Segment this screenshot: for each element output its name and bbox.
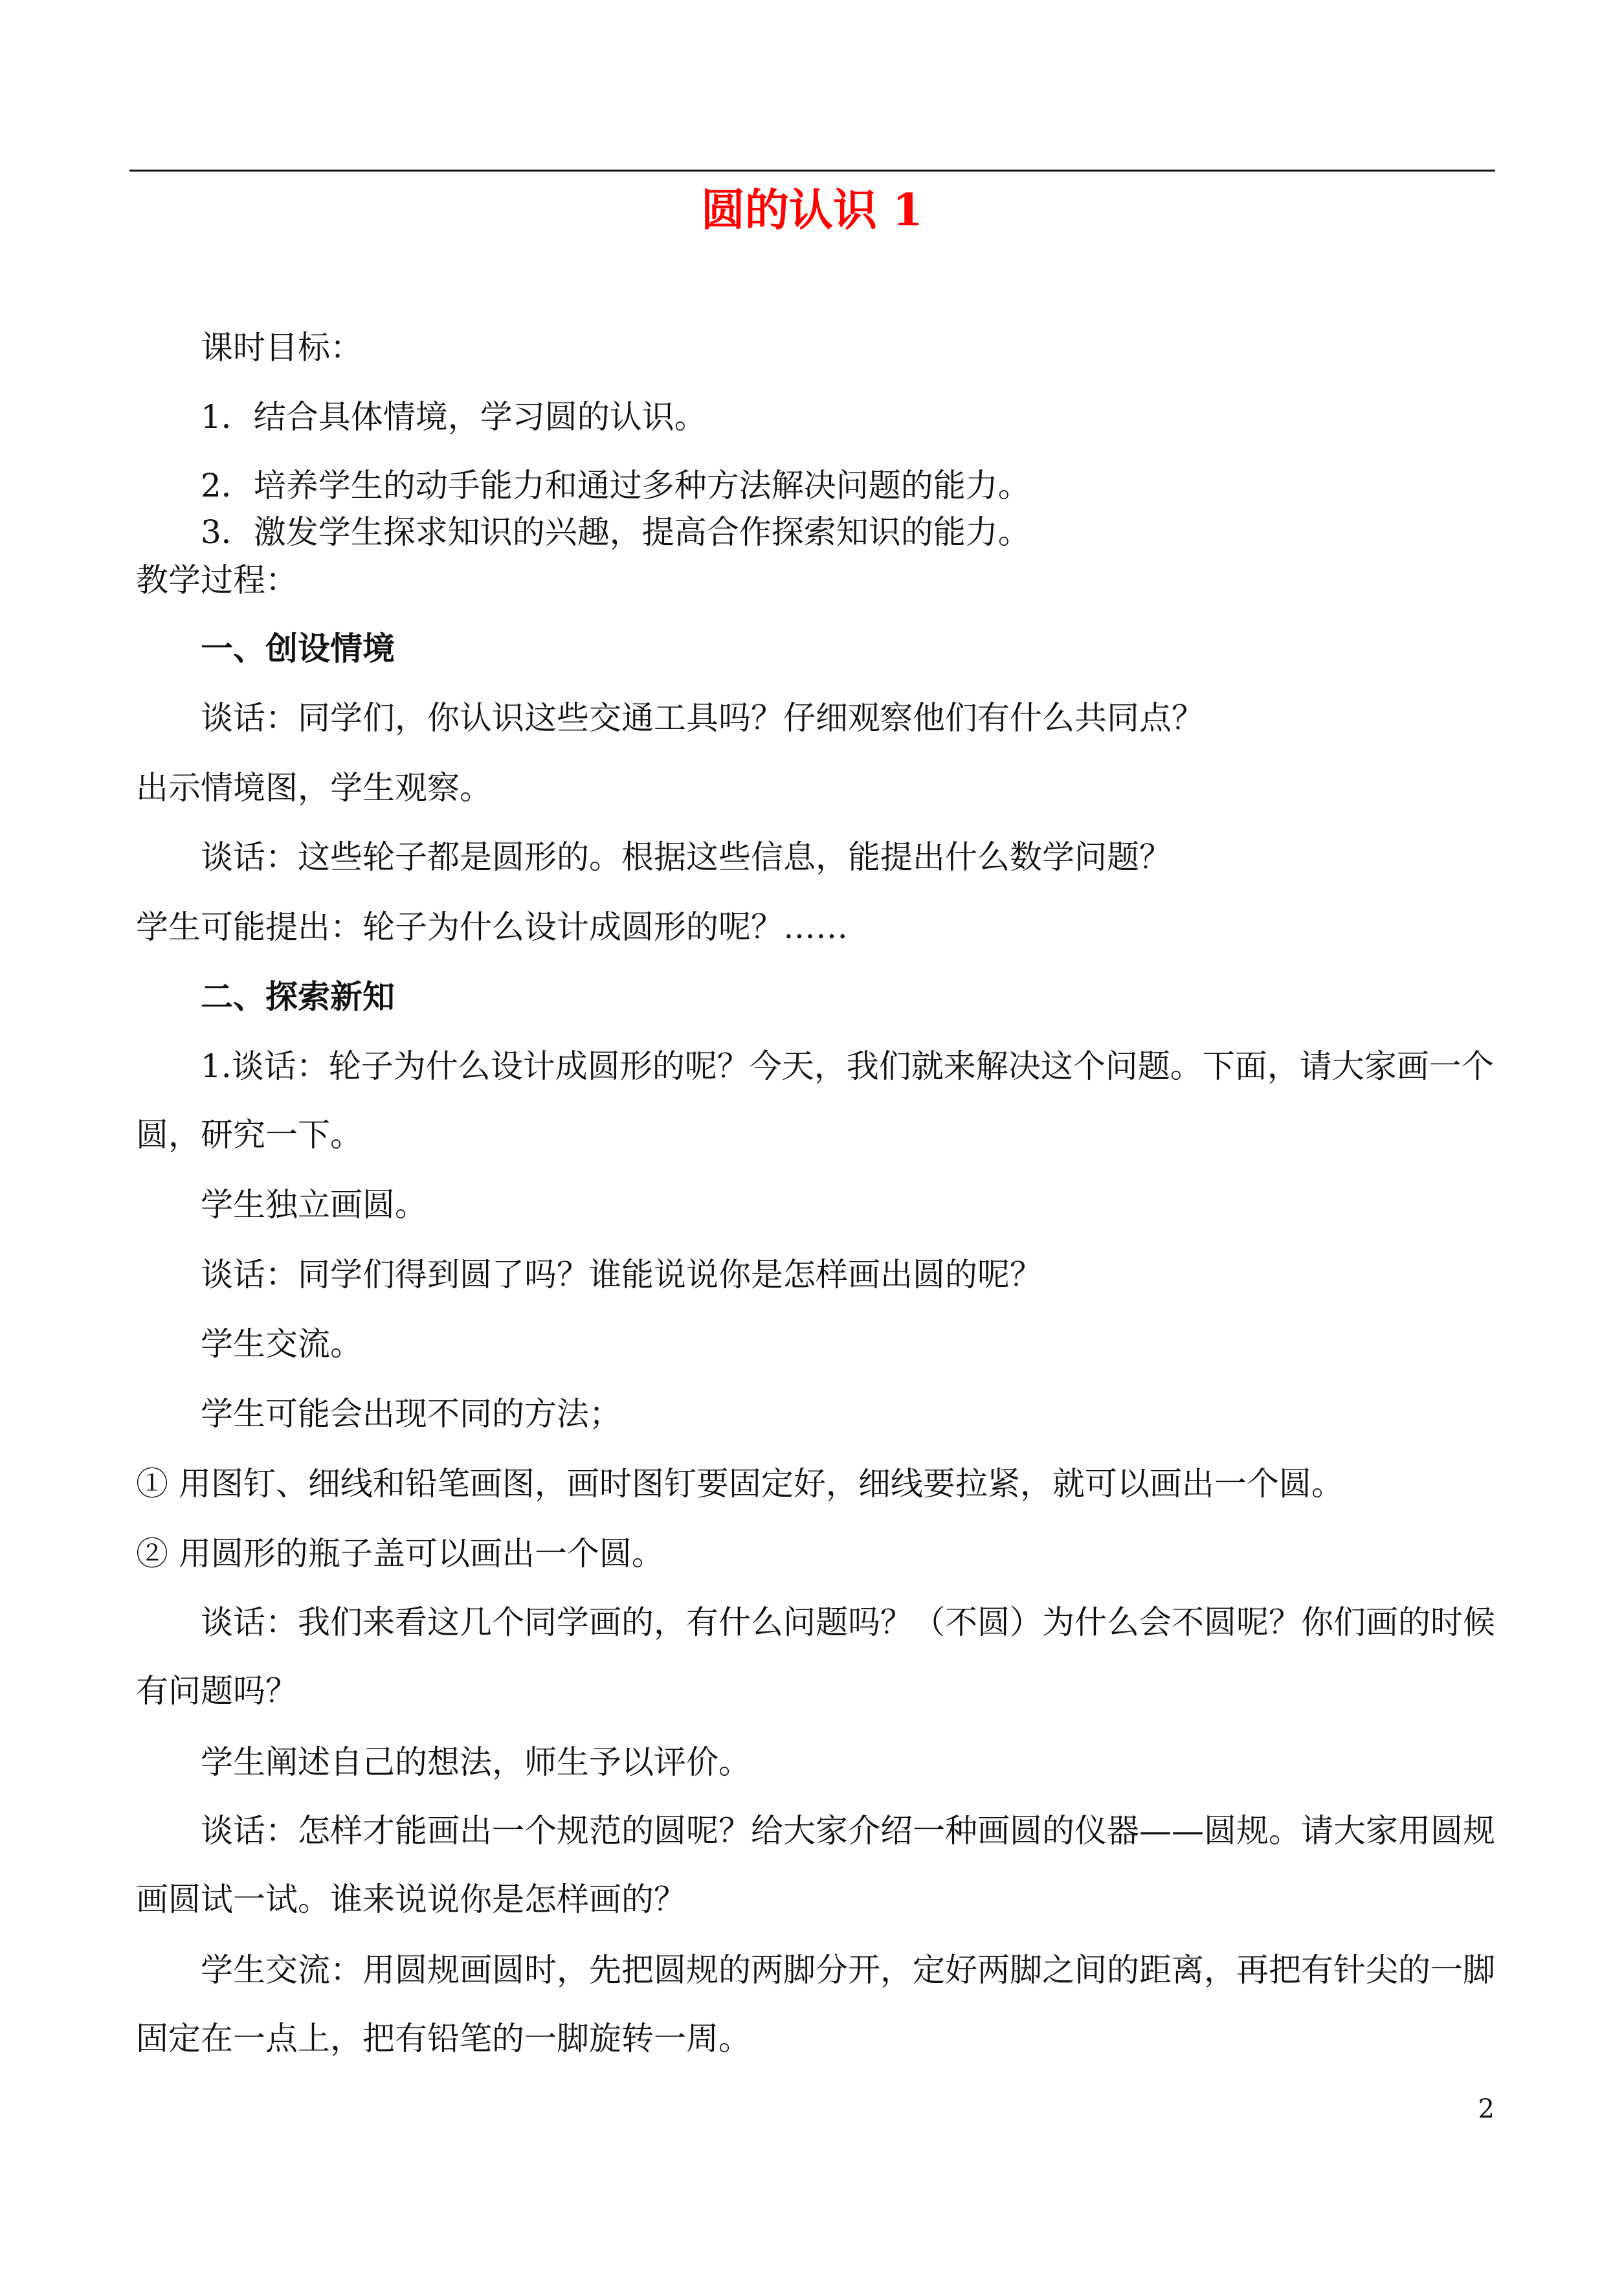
paragraph: 1．结合具体情境，学习圆的认识。 bbox=[201, 398, 707, 436]
list-item: ② 用圆形的瓶子盖可以画出一个圆。 bbox=[136, 1535, 664, 1572]
paragraph: 2．培养学生的动手能力和通过多种方法解决问题的能力。 bbox=[201, 467, 1030, 504]
header-rule bbox=[129, 170, 1495, 172]
paragraph: 3．激发学生探求知识的兴趣，提高合作探索知识的能力。 bbox=[201, 513, 1030, 551]
document-title: 圆的认识 1 bbox=[701, 185, 923, 236]
paragraph: 学生交流。 bbox=[201, 1325, 362, 1363]
paragraph: 教学过程： bbox=[136, 561, 298, 599]
paragraph: 谈话：同学们，你认识这些交通工具吗？仔细观察他们有什么共同点？ bbox=[201, 699, 1204, 737]
paragraph: 学生可能提出：轮子为什么设计成圆形的呢？…… bbox=[136, 908, 848, 946]
list-item: ① 用图钉、细线和铅笔画图，画时图钉要固定好，细线要拉紧，就可以画出一个圆。 bbox=[136, 1465, 1344, 1503]
page-number: 2 bbox=[1478, 2094, 1495, 2124]
section-heading: 一、创设情境 bbox=[201, 629, 395, 667]
paragraph: 1.谈话：轮子为什么设计成圆形的呢？今天，我们就来解决这个问题。下面，请大家画一个圆，研究一下。 bbox=[136, 1047, 1494, 1154]
paragraph: 谈话：我们来看这几个同学画的，有什么问题吗？（不圆）为什么会不圆呢？你们画的时候有问题吗？ bbox=[136, 1604, 1495, 1710]
paragraph: 出示情境图，学生观察。 bbox=[136, 769, 492, 807]
paragraph: 谈话：同学们得到圆了吗？谁能说说你是怎样画出圆的呢？ bbox=[201, 1256, 1042, 1293]
paragraph: 学生可能会出现不同的方法； bbox=[201, 1395, 621, 1433]
paragraph: 学生阐述自己的想法，师生予以评价。 bbox=[201, 1743, 751, 1781]
paragraph: 谈话：这些轮子都是圆形的。根据这些信息，能提出什么数学问题？ bbox=[201, 838, 1172, 876]
section-heading: 二、探索新知 bbox=[201, 978, 395, 1016]
paragraph: 学生独立画圆。 bbox=[201, 1186, 427, 1224]
paragraph: 课时目标： bbox=[201, 329, 362, 366]
paragraph: 谈话：怎样才能画出一个规范的圆呢？给大家介绍一种画圆的仪器——圆规。请大家用圆规画圆试一试。谁来说说你是怎样画的？ bbox=[136, 1812, 1495, 1918]
paragraph: 学生交流：用圆规画圆时，先把圆规的两脚分开，定好两脚之间的距离，再把有针尖的一脚固定在一点上，把有铅笔的一脚旋转一周。 bbox=[136, 1951, 1495, 2057]
